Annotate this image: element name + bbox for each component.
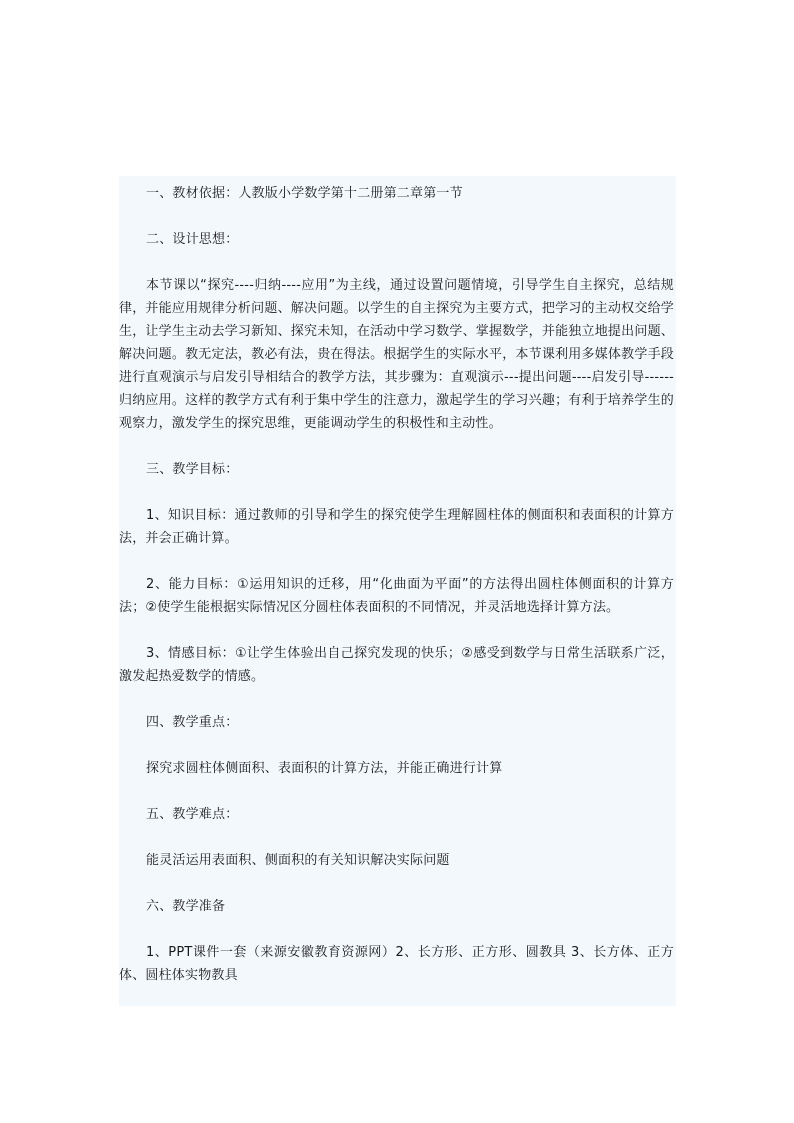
- preparation-text: 1、PPT课件一套（来源安徽教育资源网）2、长方形、正方形、圆教具 3、长方体、正方体、圆柱体实物教具: [119, 945, 674, 983]
- design-paragraph: 本节课以“探究----归纳----应用”为主线，通过设置问题情境，引导学生自主探究，总结规律，并能应用规律分析问题、解决问题。以学生的自主探究为主要方式，把学习的主动权交给学生，让学生主动去学习新知、探究未知，在活动中学习数学、掌握数学，并能独立地提出问题、解决问题。教无定法，教必有法，贵在得法。根据学生的实际水平，本节课利用多媒体教学手段进行直观演示与启发引导相结合的教学方法，其步骤为：直观演示---提出问题----启发引导------归纳应用。这样的教学方式有利于集中学生的注意力，激起学生的学习兴趣；有利于培养学生的观察力，激发学生的探究思维，更能调动学生的积极性和主动性。: [119, 278, 674, 431]
- section-heading-preparation: 六、教学准备: [146, 899, 226, 914]
- key-points-text: 探究求圆柱体侧面积、表面积的计算方法，并能正确进行计算: [146, 761, 503, 776]
- goal-ability: 2、能力目标：①运用知识的迁移，用“化曲面为平面”的方法得出圆柱体侧面积的计算方法；②使学生能根据实际情况区分圆柱体表面积的不同情况，并灵活地选择计算方法。: [119, 577, 674, 615]
- goal-knowledge: 1、知识目标：通过教师的引导和学生的探究使学生理解圆柱体的侧面积和表面积的计算方法，并会正确计算。: [119, 508, 674, 546]
- difficulties-text: 能灵活运用表面积、侧面积的有关知识解决实际问题: [146, 853, 450, 868]
- section-heading-goals: 三、教学目标：: [146, 462, 239, 477]
- section-heading-design: 二、设计思想：: [146, 232, 239, 247]
- document-body: [119, 176, 676, 1006]
- section-heading-difficulties: 五、教学难点：: [146, 807, 239, 822]
- goal-emotion: 3、情感目标：①让学生体验出自己探究发现的快乐；②感受到数学与日常生活联系广泛，激发起热爱数学的情感。: [119, 646, 674, 684]
- section-heading-key-points: 四、教学重点：: [146, 715, 239, 730]
- section-heading-textbook: 一、教材依据：人教版小学数学第十二册第二章第一节: [146, 186, 463, 201]
